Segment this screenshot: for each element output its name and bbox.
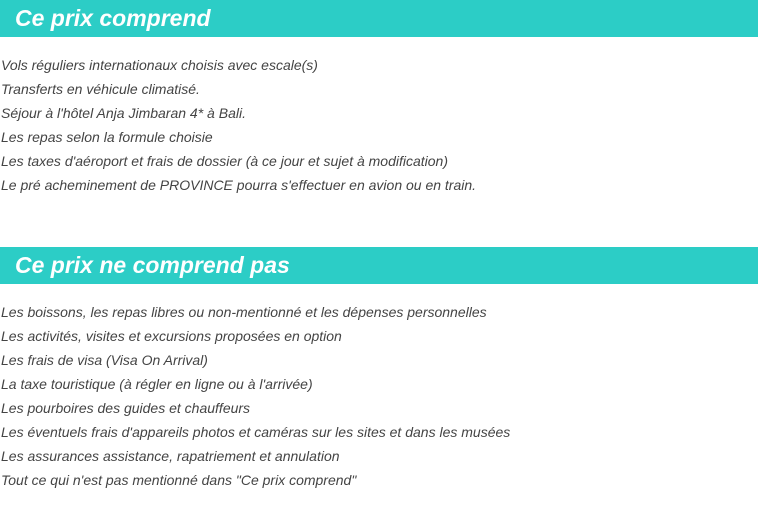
list-item: Les repas selon la formule choisie: [1, 129, 213, 145]
list-item: Les assurances assistance, rapatriement et annulation: [1, 448, 340, 464]
list-item: Transferts en véhicule climatisé.: [1, 81, 200, 97]
section-title-price-includes: Ce prix comprend: [0, 0, 758, 37]
price-excludes-list: [0, 300, 510, 492]
list-item: Séjour à l'hôtel Anja Jimbaran 4* à Bali.: [1, 105, 246, 121]
list-item: Les pourboires des guides et chauffeurs: [1, 400, 251, 416]
list-item: Les frais de visa (Visa On Arrival): [1, 352, 208, 368]
price-includes-list: [0, 53, 476, 197]
list-item: Tout ce qui n'est pas mentionné dans "Ce prix comprend": [1, 472, 357, 488]
list-item: Les éventuels frais d'appareils photos et caméras sur les sites et dans les musées: [1, 424, 511, 440]
list-item: Les boissons, les repas libres ou non-mentionné et les dépenses personnelles: [1, 304, 487, 320]
list-item: Le pré acheminement de PROVINCE pourra s'effectuer en avion ou en train.: [1, 177, 477, 193]
list-item: Les taxes d'aéroport et frais de dossier (à ce jour et sujet à modification): [1, 153, 449, 169]
list-item: Les activités, visites et excursions proposées en option: [1, 328, 342, 344]
section-title-price-excludes: Ce prix ne comprend pas: [0, 247, 758, 284]
list-item: Vols réguliers internationaux choisis avec escale(s): [1, 57, 318, 73]
list-item: La taxe touristique (à régler en ligne ou à l'arrivée): [1, 376, 313, 392]
